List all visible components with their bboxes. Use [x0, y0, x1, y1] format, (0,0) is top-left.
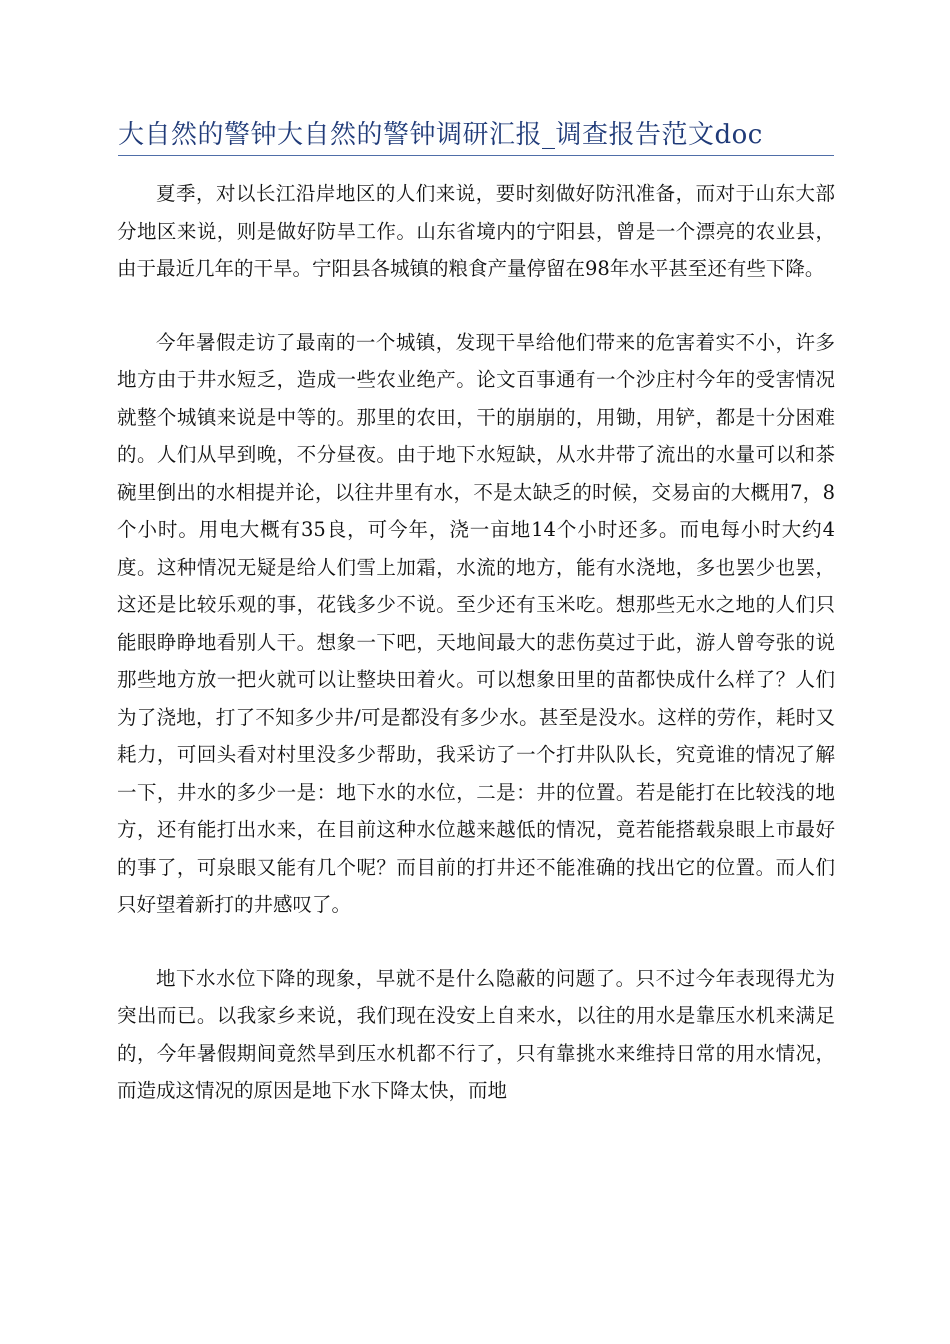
- document-body: [117, 175, 835, 1146]
- paragraph-3: 地下水水位下降的现象，早就不是什么隐蔽的问题了。只不过今年表现得尤为突出而已。以我家乡来说，我们现在没安上自来水，以往的用水是靠压水机来满足的，今年暑假期间竟然旱到压水机都不行了，只有靠挑水来维持日常的用水情况，而造成这情况的原因是地下水下降太快，而地: [117, 966, 835, 1102]
- document-title: 大自然的警钟大自然的警钟调研汇报_调查报告范文doc: [118, 120, 763, 150]
- paragraph-2: 今年暑假走访了最南的一个城镇，发现干旱给他们带来的危害着实不小，许多地方由于井水短乏，造成一些农业绝产。论文百事通有一个沙庄村今年的受害情况就整个城镇来说是中等的。那里的农田，干的崩崩的，用锄，用铲，都是十分困难的。人们从早到晚，不分昼夜。由于地下水短缺，从水井带了流出的水量可以和茶碗里倒出的水相提并论，以往井里有水，不是太缺乏的时候，交易亩的大概用7，8个小时。用电大概有35良，可今年，浇一亩地14个小时还多。而电每小时大约4度。这种情况无疑是给人们雪上加霜，水流的地方，能有水浇地，多也罢少也罢，这还是比较乐观的事，花钱多少不说。至少还有玉米吃。想那些无水之地的人们只能眼睁睁地看别人干。想象一下吧，天地间最大的悲伤莫过于此，游人曾夸张的说那些地方放一把火就可以让整块田着火。可以想象田里的苗都快成什么样了？人们为了浇地，打了不知多少井/可是都没有多少水。甚至是没水。这样的劳作，耗时又耗力，可回头看对村里没多少帮助，我采访了一个打井队队长，究竟谁的情况了解一下，井水的多少一是：地下水的水位，二是：井的位置。若是能打在比较浅的地方，还有能打出水来，在目前这种水位越来越低的情况，竟若能搭载泉眼上市最好的事了，可泉眼又能有几个呢？而目前的打井还不能准确的找出它的位置。而人们只好望着新打的井感叹了。: [117, 330, 835, 916]
- title-underline: [118, 155, 834, 156]
- paragraph-1: 夏季，对以长江沿岸地区的人们来说，要时刻做好防汛准备，而对于山东大部分地区来说，则是做好防旱工作。山东省境内的宁阳县，曾是一个漂亮的农业县，由于最近几年的干旱。宁阳县各城镇的粮食产量停留在98年水平甚至还有些下降。: [117, 182, 835, 280]
